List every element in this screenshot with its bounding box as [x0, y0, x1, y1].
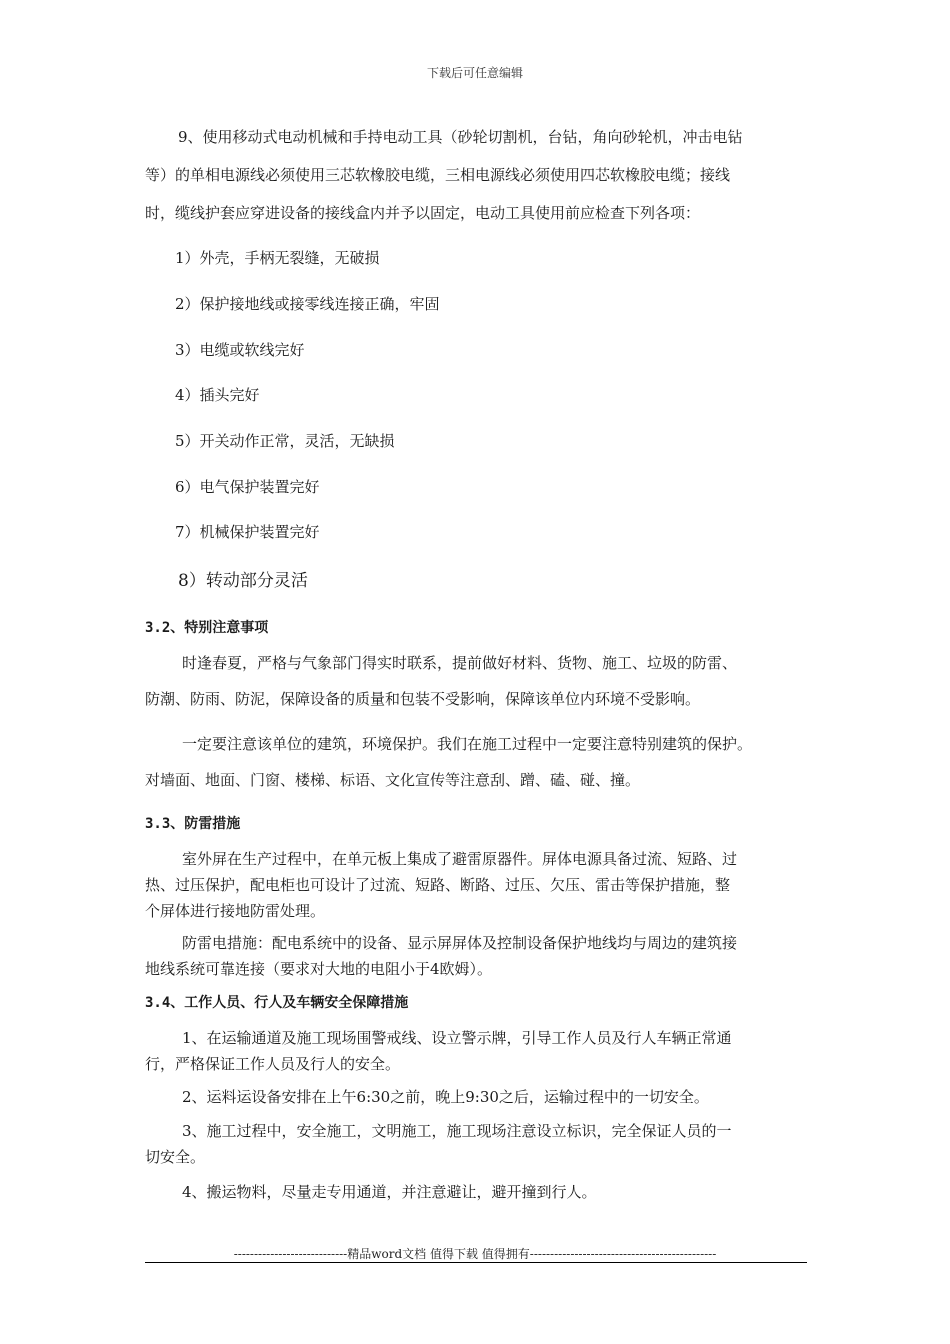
list-item: 5）开关动作正常，灵活，无缺损: [175, 432, 395, 450]
paragraph-line: 等）的单相电源线必须使用三芯软橡胶电缆，三相电源线必须使用四芯软橡胶电缆；接线: [145, 166, 731, 184]
paragraph-line: 室外屏在生产过程中，在单元板上集成了避雷原器件。屏体电源具备过流、短路、过: [182, 850, 738, 868]
list-item: 8）转动部分灵活: [178, 571, 308, 591]
paragraph-line: 4、搬运物料，尽量走专用通道，并注意避让，避开撞到行人。: [182, 1183, 597, 1201]
list-item: 7）机械保护装置完好: [175, 523, 320, 541]
footer-rule: [145, 1262, 807, 1263]
paragraph-line: 热、过压保护，配电柜也可设计了过流、短路、断路、过压、欠压、雷击等保护措施，整: [145, 876, 731, 894]
paragraph-line: 时逢春夏，严格与气象部门得实时联系，提前做好材料、货物、施工、垃圾的防雷、: [182, 654, 738, 672]
paragraph-line: 对墙面、地面、门窗、楼梯、标语、文化宣传等注意刮、蹭、磕、碰、撞。: [145, 771, 641, 789]
paragraph-line: 个屏体进行接地防雷处理。: [145, 902, 326, 920]
paragraph-line: 1、在运输通道及施工现场围警戒线、设立警示牌，引导工作人员及行人车辆正常通: [182, 1029, 732, 1047]
section-number: 3.2、: [145, 620, 185, 636]
paragraph-line: 防雷电措施：配电系统中的设备、显示屏屏体及控制设备保护地线均与周边的建筑接: [182, 934, 738, 952]
list-item: 4）插头完好: [175, 386, 260, 404]
section-title: 特别注意事项: [184, 620, 269, 636]
section-heading-3-3: [145, 813, 240, 833]
paragraph-line: 地线系统可靠连接（要求对大地的电阻小于4欧姆）。: [145, 960, 493, 978]
section-heading-3-4: [145, 992, 408, 1012]
paragraph-9: [145, 126, 805, 226]
list-item: 2）保护接地线或接零线连接正确，牢固: [175, 295, 440, 313]
section-number: 3.3、: [145, 816, 185, 832]
section-number: 3.4、: [145, 995, 185, 1011]
paragraph-line: 时，缆线护套应穿进设备的接线盒内并予以固定，电动工具使用前应检查下列各项：: [145, 204, 701, 222]
paragraph-line: 9、使用移动式电动机械和手持电动工具（砂轮切割机，台钻，角向砂轮机，冲击电钻: [178, 128, 743, 146]
section-heading-3-2: [145, 617, 268, 637]
section-title: 防雷措施: [184, 816, 241, 832]
paragraph-line: 切安全。: [145, 1148, 206, 1166]
paragraph-line: 一定要注意该单位的建筑，环境保护。我们在施工过程中一定要注意特别建筑的保护。: [182, 735, 753, 753]
page-header: 下载后可任意编辑: [426, 66, 523, 80]
paragraph-line: 行，严格保证工作人员及行人的安全。: [145, 1055, 401, 1073]
paragraph-line: 3、施工过程中，安全施工，文明施工，施工现场注意设立标识，完全保证人员的一: [182, 1122, 732, 1140]
paragraph-line: 2、运料运设备安排在上午6:30之前，晚上9:30之后，运输过程中的一切安全。: [182, 1088, 709, 1106]
list-item: 3）电缆或软线完好: [175, 341, 305, 359]
paragraph-line: 防潮、防雨、防泥，保障设备的质量和包装不受影响，保障该单位内环境不受影响。: [145, 690, 701, 708]
list-item: 1）外壳，手柄无裂缝，无破损: [175, 249, 380, 267]
list-item: 6）电气保护装置完好: [175, 478, 320, 496]
page-footer: ----------------------------精品word文档 值得下载 值得拥有----------------------------------------------: [233, 1247, 717, 1261]
section-title: 工作人员、行人及车辆安全保障措施: [184, 995, 409, 1011]
